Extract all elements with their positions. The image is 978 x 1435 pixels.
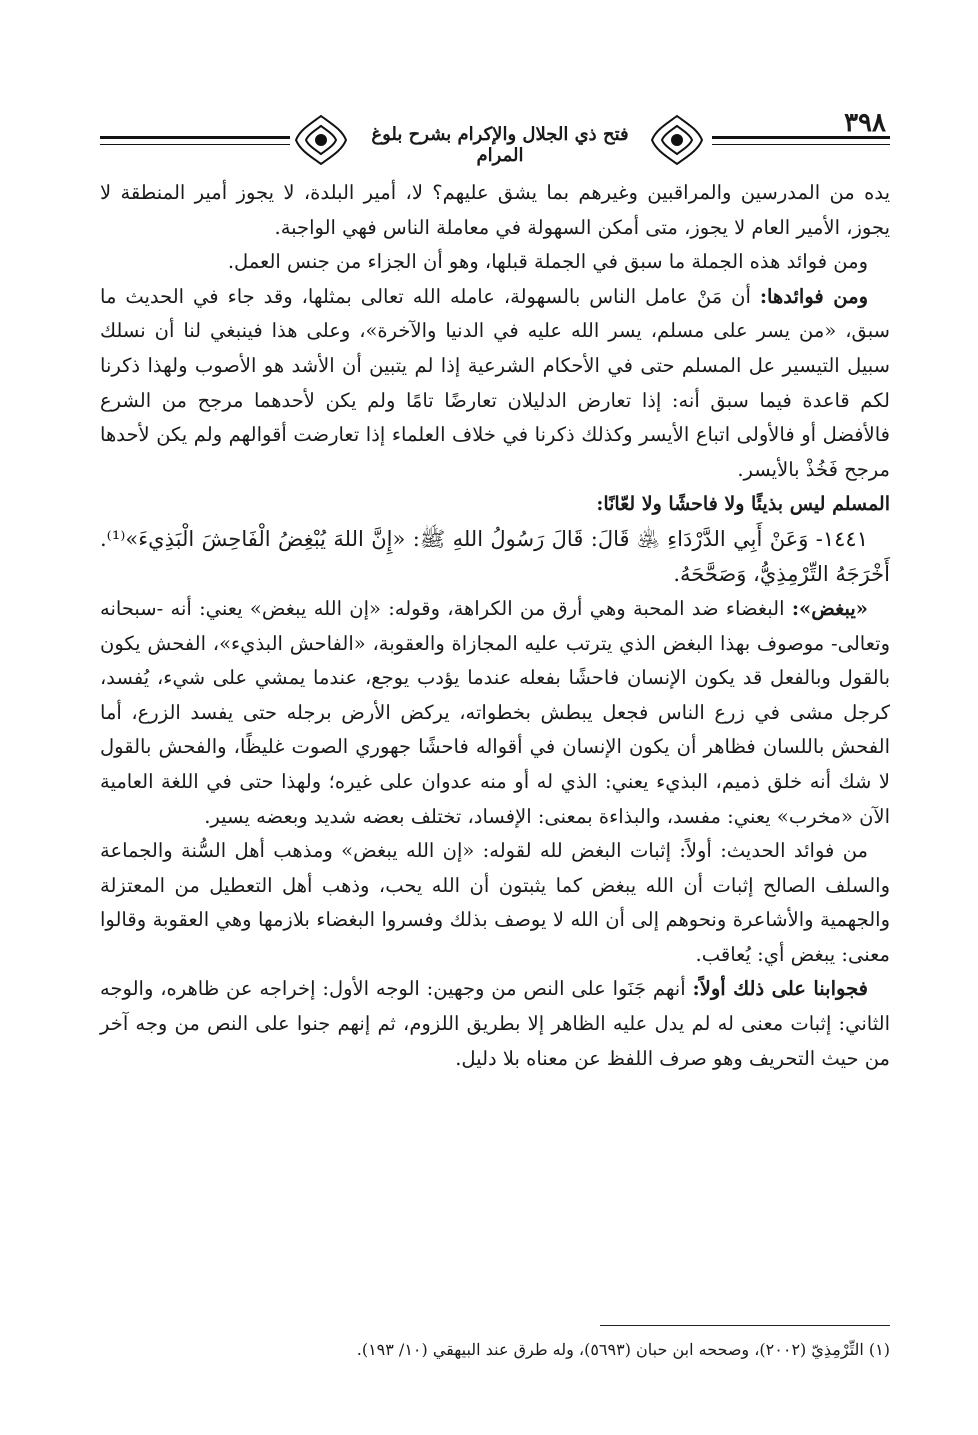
header-rule-left	[100, 136, 290, 139]
paragraph-4	[100, 592, 890, 834]
paragraph-6-text: أنهم جَنَوا على النص من وجهين: الوجه الأول: إخراجه عن ظاهره، والوجه الثاني: إثبات معنى له لم يدل عليه الظاهر إلا بطريق اللزوم، ثم إنهم جنوا على النص من وجه آخر من حيث التحريف وهو صرف اللفظ عن معناه بلا دليل.	[100, 977, 890, 1070]
paragraph-3	[100, 280, 890, 488]
paragraph-2: ومن فوائد هذه الجملة ما سبق في الجملة قبلها، وهو أن الجزاء من جنس العمل.	[227, 250, 868, 274]
header-rule-left-thin	[100, 144, 290, 145]
section-heading: المسلم ليس بذيئًا ولا فاحشًا ولا لعّانًا:	[596, 493, 890, 516]
page-number: ٣٩٨	[844, 108, 886, 138]
ornament-right-icon	[648, 112, 706, 168]
footnote-rule	[600, 1325, 890, 1326]
paragraph-4-text: البغضاء ضد المحبة وهي أرق من الكراهة، وقوله: «إن الله يبغض» يعني: أنه -سبحانه وتعالى- موصوف بهذا البغض الذي يترتب عليه المجازاة والعقوبة، «الفاحش البذيء»، الفحش يكون بالقول وبالفعل قد يكون الإنسان فاحشًا بفعله عندما يؤدب يوجع، عندما يمشي على شيء، يُفسد، كرجل مشى في زرع الناس فجعل يبطش بخطواته، يركض الأرض برجله حتى يفسد الزرع، أما الفحش باللسان فظاهر أن يكون الإنسان في أقواله فاحشًا جهوري الصوت غليظًا، والفحش بالقول لا شك أنه خلق ذميم، البذيء يعني: الذي له أو منه عدوان على غيره؛ ولهذا حتى في اللغة العامية الآن «مخرب» يعني: مفسد، والبذاءة بمعنى: الإفساد، تختلف بعضه شديد وبعضه يسير.	[100, 596, 890, 828]
header-title: فتح ذي الجلال والإكرام بشرح بلوغ المرام	[371, 124, 629, 166]
paragraph-1: يده من المدرسين والمراقبين وغيرهم بما يشق عليهم؟ لا، أمير البلدة، لا يجوز أمير المنطقة لا يجوز، الأمير العام لا يجوز، متى أمكن السهولة في معاملة الناس فهي الواجبة.	[100, 181, 890, 239]
paragraph-3-text: أن مَنْ عامل الناس بالسهولة، عامله الله تعالى بمثلها، وقد جاء في الحديث ما سبق، «من يسر على مسلم، يسر الله عليه في الدنيا والآخرة»، وعلى هذا فينبغي لنا أن نسلك سبيل التيسير عل المسلم حتى في الأحكام الشرعية إذا لم يتبين أن الأشد هو الأصوب ولهذا ذكرنا لكم قاعدة فيما سبق أنه: إذا تعارض الدليلان تعارضًا تامًا ولم يكن لأحدهما مرجح من الشرع فالأفضل أو فالأولى اتباع الأيسر وكذلك ذكرنا في خلاف العلماء إذا تعارضت أقوالهم ولم يكن لأحدها مرجح فَخُذْ بالأيسر.	[100, 284, 890, 481]
paragraph-6-lead: فجوابنا على ذلك أولاً:	[692, 977, 869, 1001]
running-header	[100, 108, 890, 170]
footnote: (١) التِّرْمِذِيّ (٢٠٠٢)، وصححه ابن حبان (٥٦٩٣)، وله طرق عند البيهقي (١٠/ ١٩٣).	[356, 1340, 890, 1359]
page-body	[100, 176, 890, 1076]
header-rule-right-thin	[712, 144, 890, 145]
paragraph-3-lead: ومن فوائدها:	[759, 284, 868, 308]
paragraph-6	[100, 972, 890, 1076]
paragraph-5: من فوائد الحديث: أولاً: إثبات البغض لله لقوله: «إن الله يبغض» ومذهب أهل السُّنة والجماعة والسلف الصالح إثبات أن الله يبغض كما يثبتون أن الله يحب، وذهب أهل التعطيل من المعتزلة والجهمية والأشاعرة ونحوهم إلى أن الله لا يوصف بذلك وفسروا البغضاء بلازمها وهي العقوبة وقالوا معنى: يبغض أي: يُعاقب.	[100, 839, 890, 966]
ornament-left-icon	[292, 112, 350, 168]
hadith-text: ١٤٤١- وَعَنْ أَبِي الدَّرْدَاءِ ﵁ قَالَ: قَالَ رَسُولُ اللهِ ﷺ: «إِنَّ اللهَ يُبْغِضُ الْفَاحِشَ الْبَذِيءَ»⁽¹⁾. أَخْرَجَهُ التِّرْمِذِيُّ، وَصَحَّحَهُ.	[100, 526, 890, 586]
paragraph-4-lead: «يبغض»:	[791, 596, 868, 620]
